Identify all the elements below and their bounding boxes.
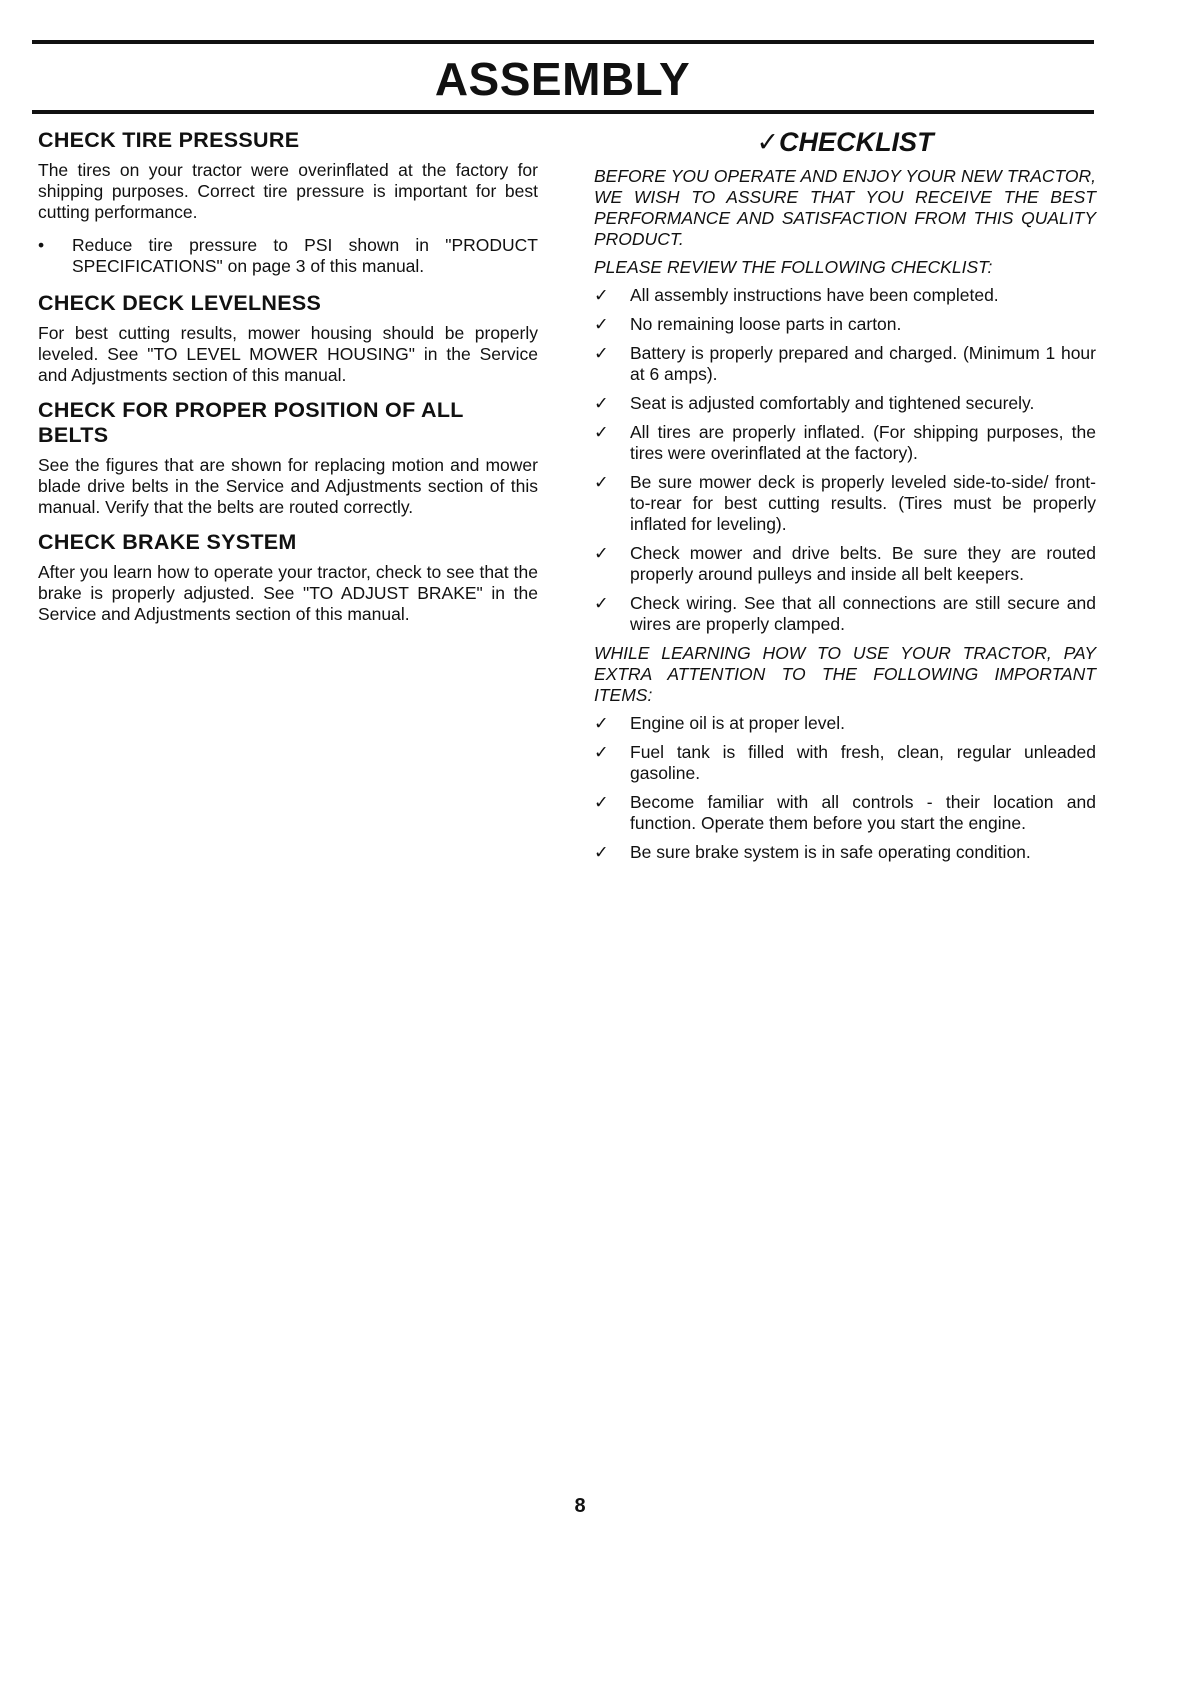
checklist-item-text: Battery is properly prepared and charged. (Minimum 1 hour at 6 amps).: [630, 343, 1096, 384]
checklist-item: [594, 285, 1096, 306]
belts-body: See the figures that are shown for replacing motion and mower blade drive belts in the Service and Adjustments section of this manual. Verify that the belts are routed correctly.: [38, 455, 538, 517]
check-mark-icon: ✓: [594, 543, 609, 563]
checklist-item-text: Be sure mower deck is properly leveled side-to-side/ front-to-rear for best cutting results. (Tires must be properly inflated for leveling).: [630, 472, 1096, 534]
check-mark-icon: ✓: [594, 343, 609, 363]
important-items-list: [594, 713, 1096, 863]
check-mark-icon: ✓: [594, 742, 609, 762]
important-item-text: Engine oil is at proper level.: [630, 713, 845, 733]
check-mark-icon: ✓: [594, 593, 609, 613]
important-item: [594, 842, 1096, 863]
top-rule: [32, 40, 1094, 44]
important-item: [594, 792, 1096, 834]
check-mark-icon: ✓: [594, 792, 609, 812]
checklist-item: [594, 314, 1096, 335]
checklist-item-text: All tires are properly inflated. (For shipping purposes, the tires were overinflated at the factory).: [630, 422, 1096, 463]
checklist-item-text: No remaining loose parts in carton.: [630, 314, 902, 334]
right-column: [594, 124, 1096, 871]
check-mark-icon: ✓: [594, 285, 609, 305]
checklist-item: [594, 472, 1096, 535]
bullet-dot: •: [38, 235, 45, 255]
check-mark-icon: ✓: [594, 314, 609, 334]
page-number: 8: [574, 1495, 586, 1517]
checklist-item: [594, 593, 1096, 635]
tire-pressure-body: The tires on your tractor were overinflated at the factory for shipping purposes. Correct tire pressure is important for best cutting performance.: [38, 160, 538, 222]
check-mark-icon: ✓: [594, 713, 609, 733]
tire-pressure-bullet-text: Reduce tire pressure to PSI shown in "PRODUCT SPECIFICATIONS" on page 3 of this manual.: [72, 235, 538, 276]
deck-levelness-body: For best cutting results, mower housing should be properly leveled. See "TO LEVEL MOWER HOUSING" in the Service and Adjustments section of this manual.: [38, 323, 538, 385]
checklist-item-text: All assembly instructions have been completed.: [630, 285, 999, 305]
deck-levelness-section: [38, 291, 538, 386]
important-item-text: Become familiar with all controls - their location and function. Operate them before you start the engine.: [630, 792, 1096, 833]
review-prompt: PLEASE REVIEW THE FOLLOWING CHECKLIST:: [594, 257, 993, 277]
check-mark-icon: ✓: [594, 422, 609, 442]
checklist-item: [594, 422, 1096, 464]
tire-pressure-bullet: [38, 235, 538, 277]
belts-section: [38, 398, 538, 518]
important-item-text: Fuel tank is filled with fresh, clean, regular unleaded gasoline.: [630, 742, 1096, 783]
left-column: [38, 124, 538, 637]
important-item: [594, 742, 1096, 784]
checklist-item: [594, 343, 1096, 385]
tire-pressure-heading: CHECK TIRE PRESSURE: [38, 128, 300, 152]
important-item-text: Be sure brake system is in safe operating condition.: [630, 842, 1031, 862]
check-mark-icon: ✓: [594, 393, 609, 413]
belts-heading: CHECK FOR PROPER POSITION OF ALL BELTS: [38, 398, 464, 447]
checklist-item-text: Check mower and drive belts. Be sure they are routed properly around pulleys and inside all belt keepers.: [630, 543, 1096, 584]
tire-pressure-section: [38, 128, 538, 277]
page-title: ASSEMBLY: [434, 53, 691, 105]
brake-body: After you learn how to operate your tractor, check to see that the brake is properly adjusted. See "TO ADJUST BRAKE" in the Service and Adjustments section of this manual.: [38, 562, 538, 624]
checklist-intro: BEFORE YOU OPERATE AND ENJOY YOUR NEW TRACTOR, WE WISH TO ASSURE THAT YOU RECEIVE THE BEST PERFORMANCE AND SATISFACTION FROM THIS QUALITY PRODUCT.: [594, 166, 1096, 249]
learning-prompt: WHILE LEARNING HOW TO USE YOUR TRACTOR, PAY EXTRA ATTENTION TO THE FOLLOWING IMPORTANT ITEMS:: [594, 643, 1096, 705]
checklist: [594, 285, 1096, 635]
checklist-item-text: Check wiring. See that all connections are still secure and wires are properly clamped.: [630, 593, 1096, 634]
checklist-item-text: Seat is adjusted comfortably and tightened securely.: [630, 393, 1035, 413]
important-item: [594, 713, 1096, 734]
check-mark-icon: ✓: [594, 472, 609, 492]
checklist-item: [594, 393, 1096, 414]
deck-levelness-heading: CHECK DECK LEVELNESS: [38, 291, 322, 315]
brake-section: [38, 530, 538, 625]
checklist-heading: ✓CHECKLIST: [756, 127, 934, 157]
brake-heading: CHECK BRAKE SYSTEM: [38, 530, 297, 554]
check-mark-icon: ✓: [594, 842, 609, 862]
checklist-item: [594, 543, 1096, 585]
title-underline-rule: [32, 110, 1094, 114]
